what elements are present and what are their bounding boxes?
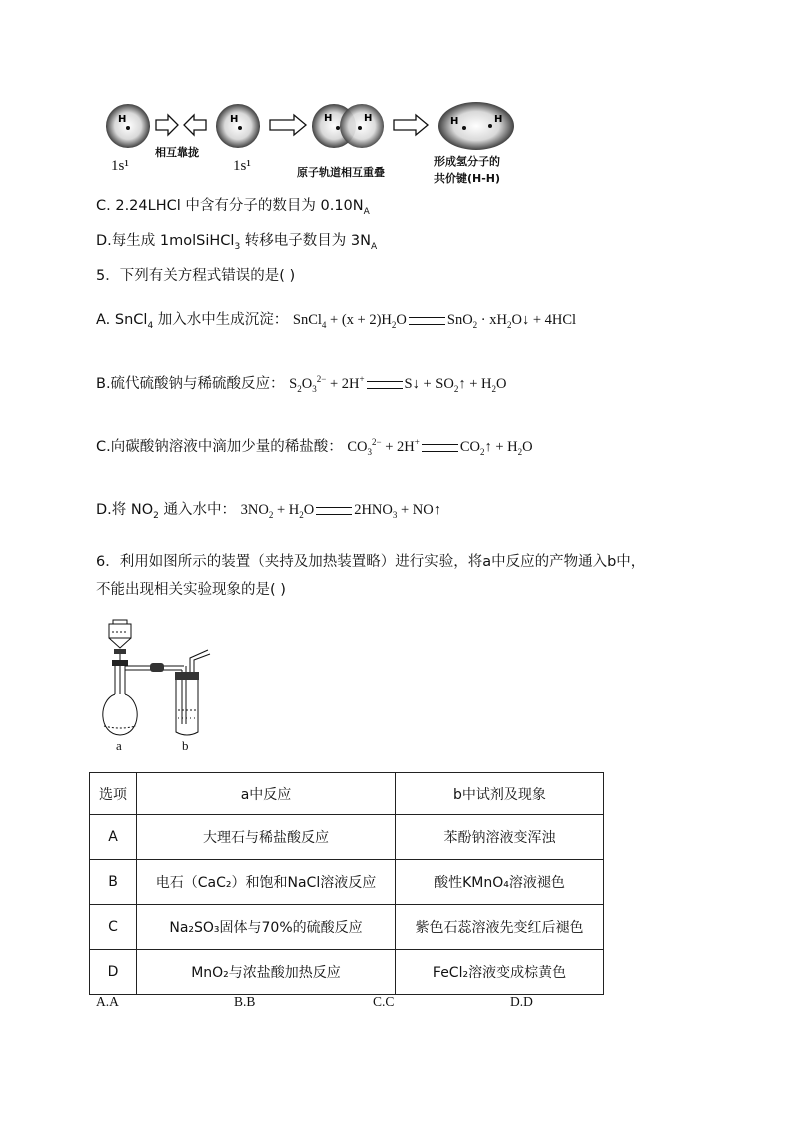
table-cell-phenomenon: 紫色石蕊溶液先变红后褪色 <box>396 905 604 950</box>
answer-choice-b[interactable]: B.B <box>234 994 256 1009</box>
svg-text:H: H <box>494 114 503 125</box>
svg-text:H: H <box>230 114 239 125</box>
step-overlap-label: 原子轨道相互重叠 <box>297 166 385 179</box>
svg-text:H: H <box>450 116 459 127</box>
table-row <box>90 950 604 995</box>
q6-stem-line2: 不能出现相关实验现象的是( ) <box>96 582 286 598</box>
answer-choice-a[interactable]: A.A <box>96 994 119 1009</box>
label-flask-a: a <box>116 738 122 753</box>
arrow-right-icon <box>270 115 306 135</box>
table-header-cell: a中反应 <box>137 773 396 815</box>
table-cell-option: D <box>90 950 137 995</box>
label-tube-b: b <box>182 738 189 753</box>
q5-option-c: C.向碳酸钠溶液中滴加少量的稀盐酸： $CO_3^{2-} + 2H^+$ $CO_2↑ + H_2O$ <box>96 437 533 457</box>
apparatus-diagram <box>96 614 220 740</box>
options-table <box>89 772 604 995</box>
svg-text:H: H <box>324 113 333 124</box>
table-row <box>90 860 604 905</box>
table-cell-option: A <box>90 815 137 860</box>
arrow-left-icon <box>184 115 206 135</box>
answer-choice-d[interactable]: D.D <box>510 994 533 1009</box>
step-bond-label-2: 共价键(H-H) <box>434 172 501 185</box>
q5-option-a: A. SnCl$_4$ 加入水中生成沉淀： SnCl$_4$ + $(x + 2)H_2O$ $SnO_2 \cdot xH_2O↓ + 4HCl$ <box>96 312 577 331</box>
table-row <box>90 905 604 950</box>
table-cell-reaction: MnO₂与浓盐酸加热反应 <box>137 950 396 995</box>
answer-choice-c[interactable]: C.C <box>373 994 395 1009</box>
table-row <box>90 815 604 860</box>
table-cell-phenomenon: 酸性KMnO₄溶液褪色 <box>396 860 604 905</box>
orbital-label-right: 1s¹ <box>233 158 251 174</box>
q6-stem-line1: 6．利用如图所示的装置（夹持及加热装置略）进行实验，将a中反应的产物通入b中， <box>96 554 646 570</box>
q5-option-d: D.将 $NO_2$ 通入水中： $3NO_2 + H_2O$ $2HNO_3$ + NO↑ <box>96 502 441 521</box>
table-cell-reaction: Na₂SO₃固体与70%的硫酸反应 <box>137 905 396 950</box>
step-bond-label-1: 形成氢分子的 <box>434 155 500 168</box>
svg-text:H: H <box>364 113 373 124</box>
q4-option-c: C. 2.24LHCl 中含有分子的数目为 $0.10N_A$ <box>96 198 370 217</box>
svg-text:H: H <box>118 114 127 125</box>
q4-option-d: D.每生成 1molSiHCl$_3$ 转移电子数目为 $3N_A$ <box>96 233 378 252</box>
table-cell-phenomenon: 苯酚钠溶液变浑浊 <box>396 815 604 860</box>
step-approach-label: 相互靠拢 <box>155 146 199 159</box>
q5-stem: 5．下列有关方程式错误的是( ) <box>96 268 296 284</box>
table-cell-reaction: 大理石与稀盐酸反应 <box>137 815 396 860</box>
arrow-right-icon <box>394 115 428 135</box>
table-header-cell: 选项 <box>90 773 137 815</box>
table-cell-phenomenon: FeCl₂溶液变成棕黄色 <box>396 950 604 995</box>
orbital-label-left: 1s¹ <box>111 158 129 174</box>
table-cell-option: B <box>90 860 137 905</box>
table-header-row <box>90 773 604 815</box>
table-cell-option: C <box>90 905 137 950</box>
table-cell-reaction: 电石（CaC₂）和饱和NaCl溶液反应 <box>137 860 396 905</box>
arrow-right-icon <box>156 115 178 135</box>
table-header-cell: b中试剂及现象 <box>396 773 604 815</box>
hydrogen-atom-2 <box>216 104 260 148</box>
q5-option-b: B.硫代硫酸钠与稀硫酸反应： $S_2O_3^{2-} + 2H^+$ S↓ + $SO_2↑ + H_2O$ <box>96 374 507 394</box>
